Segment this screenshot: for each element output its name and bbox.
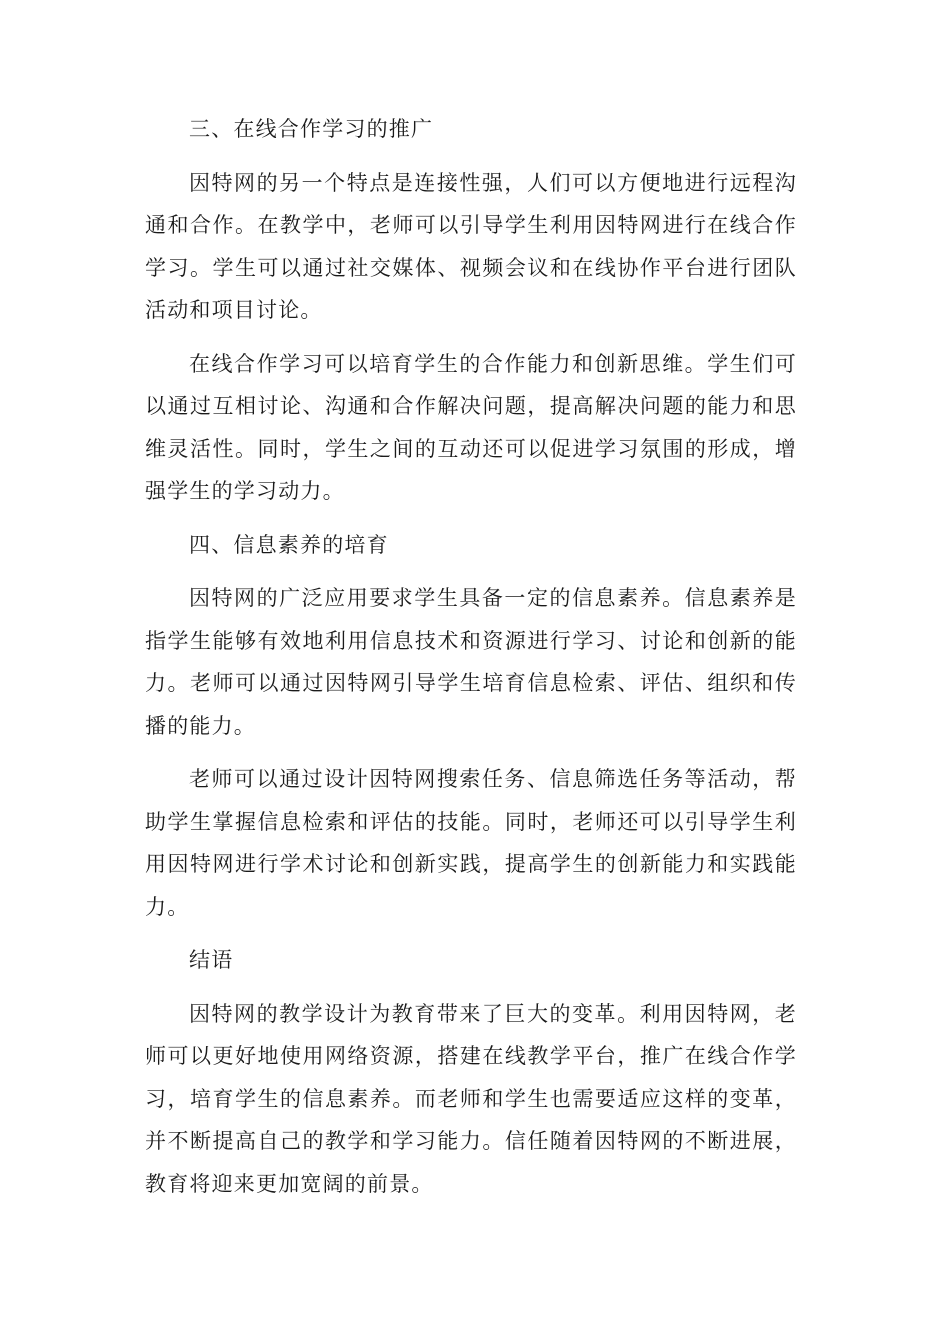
paragraph: 老师可以通过设计因特网搜索任务、信息筛选任务等活动，帮助学生掌握信息检索和评估的技能。同时，老师还可以引导学生利用因特网进行学术讨论和创新实践，提高学生的创新能力和实践能力。 <box>145 767 797 919</box>
paragraph: 因特网的广泛应用要求学生具备一定的信息素养。信息素养是指学生能够有效地利用信息技术和资源进行学习、讨论和创新的能力。老师可以通过因特网引导学生培育信息检索、评估、组织和传播的能力。 <box>145 586 797 738</box>
section-heading-conclusion: 结语 <box>189 948 234 972</box>
paragraph: 因特网的另一个特点是连接性强，人们可以方便地进行远程沟通和合作。在教学中，老师可以引导学生利用因特网进行在线合作学习。学生可以通过社交媒体、视频会议和在线协作平台进行团队活动和项目讨论。 <box>145 170 797 322</box>
document-body <box>145 108 797 1216</box>
section-heading-information-literacy: 四、信息素养的培育 <box>189 532 389 557</box>
section-heading-online-collaboration: 三、在线合作学习的推广 <box>189 117 434 141</box>
paragraph: 因特网的教学设计为教育带来了巨大的变革。利用因特网，老师可以更好地使用网络资源，搭建在线教学平台，推广在线合作学习，培育学生的信息素养。而老师和学生也需要适应这样的变革，并不断提高自己的教学和学习能力。信任随着因特网的不断进展，教育将迎来更加宽阔的前景。 <box>145 1001 797 1196</box>
paragraph: 在线合作学习可以培育学生的合作能力和创新思维。学生们可以通过互相讨论、沟通和合作解决问题，提高解决问题的能力和思维灵活性。同时，学生之间的互动还可以促进学习氛围的形成，增强学生的学习动力。 <box>145 351 797 503</box>
